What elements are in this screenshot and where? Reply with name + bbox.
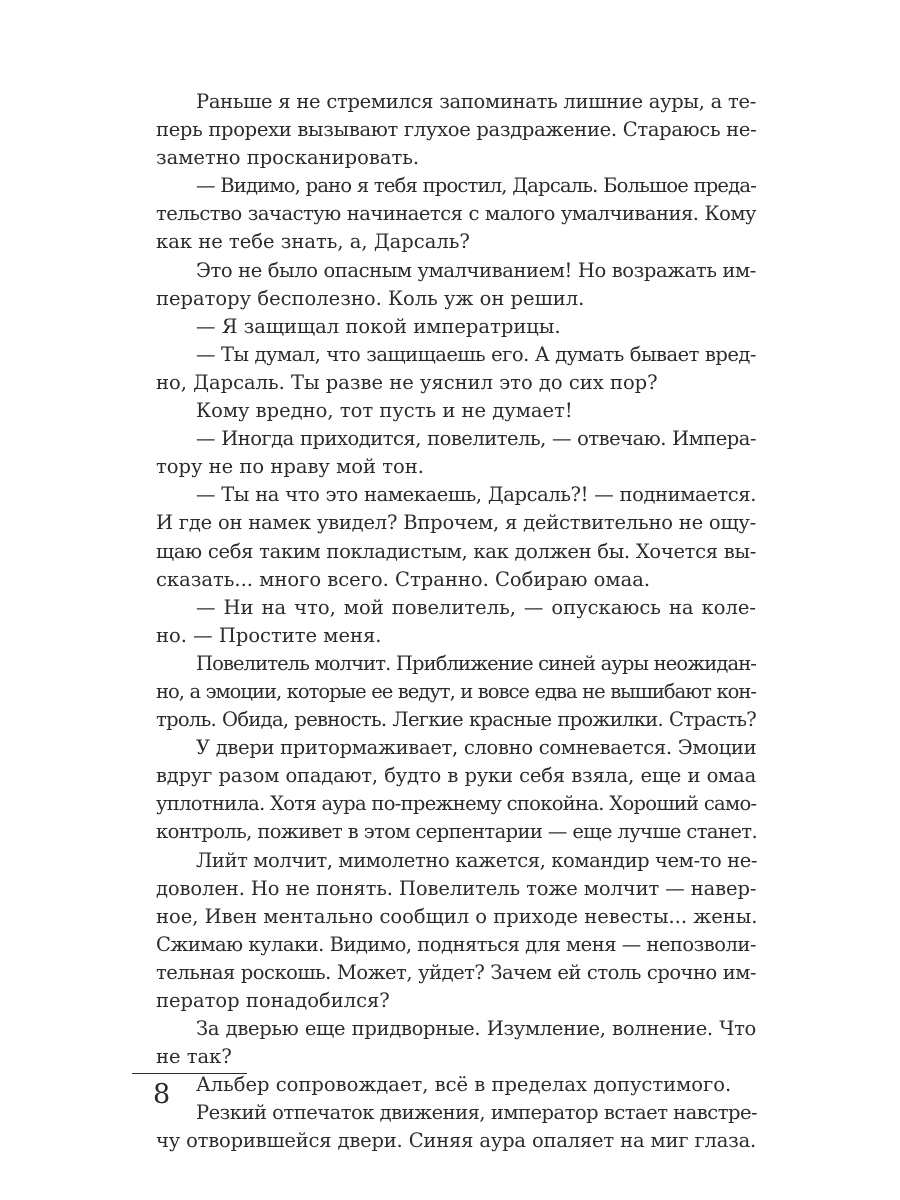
text-line: — Ты на что это намекаешь, Дарсаль?! — поднимается. — [196, 483, 756, 507]
text-line: Резкий отпечаток движения, император встает навстре- — [196, 1101, 758, 1125]
text-line: контроль, поживет в этом серпентарии — еще лучше станет. — [156, 820, 758, 844]
text-line: — Ни на что, мой повелитель, — опускаюсь на коле- — [196, 595, 756, 619]
text-line: — Иногда приходится, повелитель, — отвечаю. Импера- — [196, 427, 756, 451]
text-line: Сжимаю кулаки. Видимо, подняться для меня — непозволи- — [156, 932, 756, 956]
text-line: чу отворившейся двери. Синяя аура опаляет на миг глаза. — [156, 1129, 756, 1153]
text-line: Альбер сопровождает, всё в пределах допустимого. — [196, 1073, 732, 1097]
text-line: Повелитель молчит. Приближение синей ауры неожидан- — [196, 651, 756, 675]
text-line: У двери притормаживает, словно сомневается. Эмоции — [196, 736, 757, 760]
text-line: — Я защищал покой императрицы. — [196, 314, 561, 338]
text-line: заметно просканировать. — [156, 146, 420, 170]
text-line: не так? — [156, 1045, 232, 1069]
text-line: но, Дарсаль. Ты разве не уяснил это до сих пор? — [156, 370, 658, 394]
text-line: И где он намек увидел? Впрочем, я действительно не ощу- — [156, 511, 757, 535]
text-line: перь прорехи вызывают глухое раздражение. Стараюсь не- — [156, 118, 757, 142]
text-line: Раньше я не стремился запоминать лишние ауры, а те- — [196, 90, 756, 113]
text-line: троль. Обида, ревность. Легкие красные прожилки. Страсть? — [156, 708, 756, 732]
text-line: тельство зачастую начинается с малого умалчивания. Кому — [156, 202, 756, 226]
text-line: Кому вредно, тот пусть и не думает! — [196, 399, 573, 423]
text-line: доволен. Но не понять. Повелитель тоже молчит — навер- — [156, 876, 757, 900]
page-number: 8 — [153, 1079, 171, 1110]
text-line: сказать... много всего. Странно. Собираю омаа. — [156, 567, 651, 591]
text-line: Лийт молчит, мимолетно кажется, командир чем-то не- — [196, 848, 758, 872]
text-line: тору не по нраву мой тон. — [156, 455, 424, 479]
text-line: — Ты думал, что защищаешь его. А думать бывает вред- — [196, 342, 756, 366]
text-line: щаю себя таким покладистым, как должен бы. Хочется вы- — [156, 539, 756, 563]
text-line: тельная роскошь. Может, уйдет? Зачем ей столь срочно им- — [156, 960, 756, 984]
text-line: ператор понадобился? — [156, 989, 390, 1012]
page-text — [156, 88, 756, 1156]
text-line: За дверью еще придворные. Изумление, волнение. Что — [196, 1017, 756, 1041]
text-line: уплотнила. Хотя аура по-прежнему спокойна. Хороший само- — [156, 792, 757, 816]
text-line: ператору бесполезно. Коль уж он решил. — [156, 286, 585, 310]
text-line: Это не было опасным умалчиванием! Но возражать им- — [196, 258, 756, 282]
text-line: как не тебе знать, а, Дарсаль? — [156, 230, 470, 254]
text-line: — Видимо, рано я тебя простил, Дарсаль. Большое преда- — [196, 174, 756, 198]
text-line: вдруг разом опадают, будто в руки себя взяла, еще и омаа — [156, 764, 756, 788]
footer-rule — [132, 1073, 247, 1074]
text-line: ное, Ивен ментально сообщил о приходе невесты... жены. — [156, 904, 758, 928]
text-line: но. — Простите меня. — [156, 623, 382, 647]
text-line: но, а эмоции, которые ее ведут, и вовсе едва не вышибают кон- — [156, 679, 756, 703]
